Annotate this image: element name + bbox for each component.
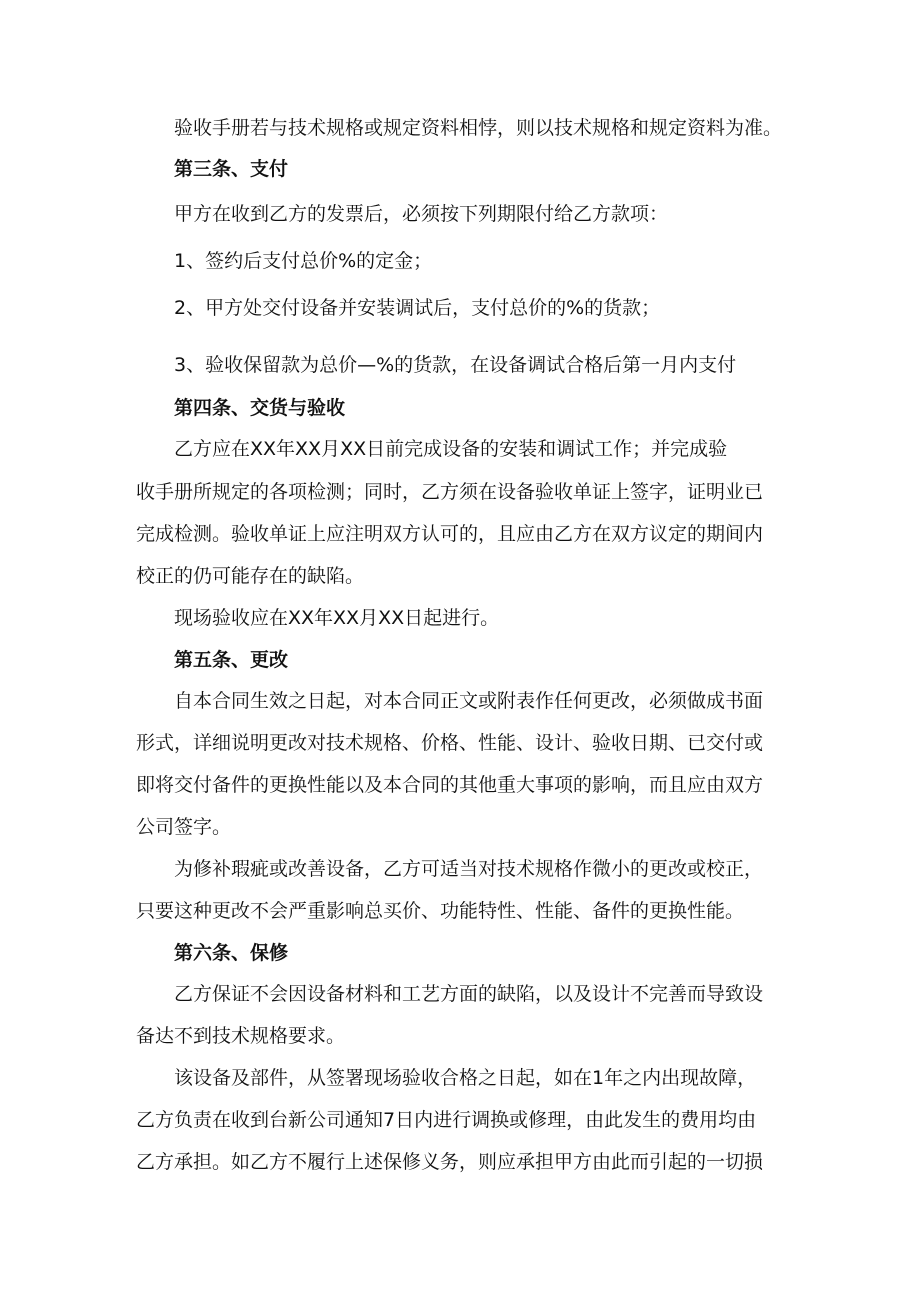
text-line-12: 为修补瑕疵或改善设备，乙方可适当对技术规格作微小的更改或校正， [174,858,764,880]
payment-item-3: 3、验收保留款为总价—%的货款，在设备调试合格后第一月内支付 [174,354,737,376]
text-line-6: 校正的仍可能存在的缺陷。 [136,565,365,587]
text-line-3: 乙方应在XX年XX月XX日前完成设备的安装和调试工作；并完成验 [174,438,728,460]
text-line-9: 形式，详细说明更改对技术规格、价格、性能、设计、验收日期、已交付或 [136,732,764,754]
text-line-7: 现场验收应在XX年XX月XX日起进行。 [174,607,500,629]
payment-item-2: 2、甲方处交付设备并安装调试后，支付总价的%的货款； [174,297,661,319]
payment-item-1: 1、签约后支付总价%的定金； [174,250,433,272]
text-line-16: 该设备及部件，从签署现场验收合格之日起，如在1年之内出现故障， [174,1067,757,1089]
text-line-5: 完成检测。验收单证上应注明双方认可的，且应由乙方在双方议定的期间内 [136,523,764,545]
text-line-15: 备达不到技术规格要求。 [136,1025,346,1047]
section-heading-5: 第五条、更改 [174,649,289,671]
text-line-4: 收手册所规定的各项检测；同时，乙方须在设备验收单证上签字，证明业已 [136,481,764,503]
text-line-10: 即将交付备件的更换性能以及本合同的其他重大事项的影响，而且应由双方 [136,774,764,796]
text-line-1: 验收手册若与技术规格或规定资料相悖，则以技术规格和规定资料为准。 [174,117,783,139]
text-line-17: 乙方负责在收到台新公司通知7日内进行调换或修理，由此发生的费用均由 [136,1109,757,1131]
section-heading-6: 第六条、保修 [174,942,289,964]
section-heading-4: 第四条、交货与验收 [174,397,346,419]
text-line-14: 乙方保证不会因设备材料和工艺方面的缺陷，以及设计不完善而导致设 [174,983,764,1005]
text-line-11: 公司签字。 [136,816,232,838]
text-line-8: 自本合同生效之日起，对本合同正文或附表作任何更改，必须做成书面 [174,690,764,712]
text-line-18: 乙方承担。如乙方不履行上述保修义务，则应承担甲方由此而引起的一切损 [136,1151,764,1173]
text-line-2: 甲方在收到乙方的发票后，必须按下列期限付给乙方款项： [174,203,669,225]
section-heading-3: 第三条、支付 [174,158,289,180]
text-line-13: 只要这种更改不会严重影响总买价、功能特性、性能、备件的更换性能。 [136,900,745,922]
